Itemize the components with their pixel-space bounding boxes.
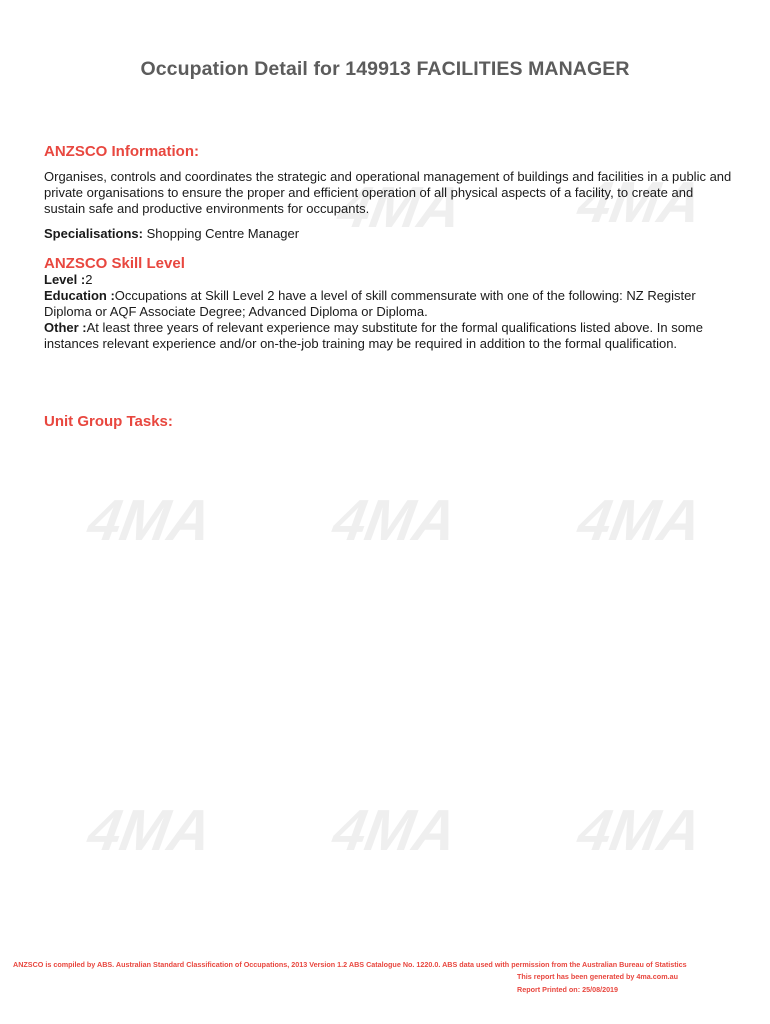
svg-text:4MA: 4MA	[327, 174, 465, 240]
svg-text:4MA: 4MA	[322, 797, 460, 863]
education-value: Occupations at Skill Level 2 have a level of skill commensurate with one of the following: NZ Register Diploma or AQF Associate Degree; Advanced Diploma or Diploma.	[44, 288, 696, 319]
level-value: 2	[85, 272, 93, 287]
watermark-logo	[555, 788, 705, 868]
page-title: Occupation Detail for 149913 FACILITIES MANAGER	[140, 58, 630, 80]
footer-printed-on: Report Printed on: 25/08/2019	[517, 985, 619, 994]
svg-text:4MA: 4MA	[322, 487, 460, 553]
unit-group-tasks-heading: Unit Group Tasks:	[44, 413, 173, 430]
level-line	[44, 272, 734, 288]
svg-text:4MA: 4MA	[567, 169, 705, 235]
education-line	[44, 288, 734, 320]
svg-text:4MA: 4MA	[567, 797, 705, 863]
watermark-logo	[65, 788, 215, 868]
skill-level-block	[44, 272, 734, 352]
specialisations-line	[44, 226, 734, 242]
anzsco-description: Organises, controls and coordinates the strategic and operational management of buildings and facilities in a public and private organisations to ensure the proper and efficient operation of all physical aspects of a facility, to create and sustain safe and productive environments for occupants.	[44, 169, 732, 216]
level-label: Level :	[44, 272, 86, 287]
skill-level-heading: ANZSCO Skill Level	[44, 255, 185, 272]
watermark-logo	[555, 478, 705, 558]
other-line	[44, 320, 734, 352]
other-value: At least three years of relevant experience may substitute for the formal qualifications listed above. In some instances relevant experience and/or on-the-job training may be required in addition to the formal qualification.	[44, 320, 703, 351]
other-label: Other :	[44, 320, 87, 335]
svg-text:4MA: 4MA	[567, 487, 705, 553]
footer-generated-by: This report has been generated by 4ma.com.au	[517, 972, 678, 981]
svg-text:4MA: 4MA	[77, 487, 215, 553]
anzsco-information-heading: ANZSCO Information:	[44, 143, 199, 160]
watermark-logo	[310, 478, 460, 558]
footer-source-note: ANZSCO is compiled by ABS. Australian Standard Classification of Occupations, 2013 Version 1.2 ABS Catalogue No. 1220.0. ABS data used with permission from the Australian Bureau of Statistics	[13, 960, 687, 969]
education-label: Education :	[44, 288, 115, 303]
watermark-logo	[65, 478, 215, 558]
svg-text:4MA: 4MA	[77, 797, 215, 863]
watermark-logo	[310, 788, 460, 868]
specialisations-label: Specialisations:	[44, 226, 143, 241]
specialisations-value: Shopping Centre Manager	[146, 226, 300, 241]
